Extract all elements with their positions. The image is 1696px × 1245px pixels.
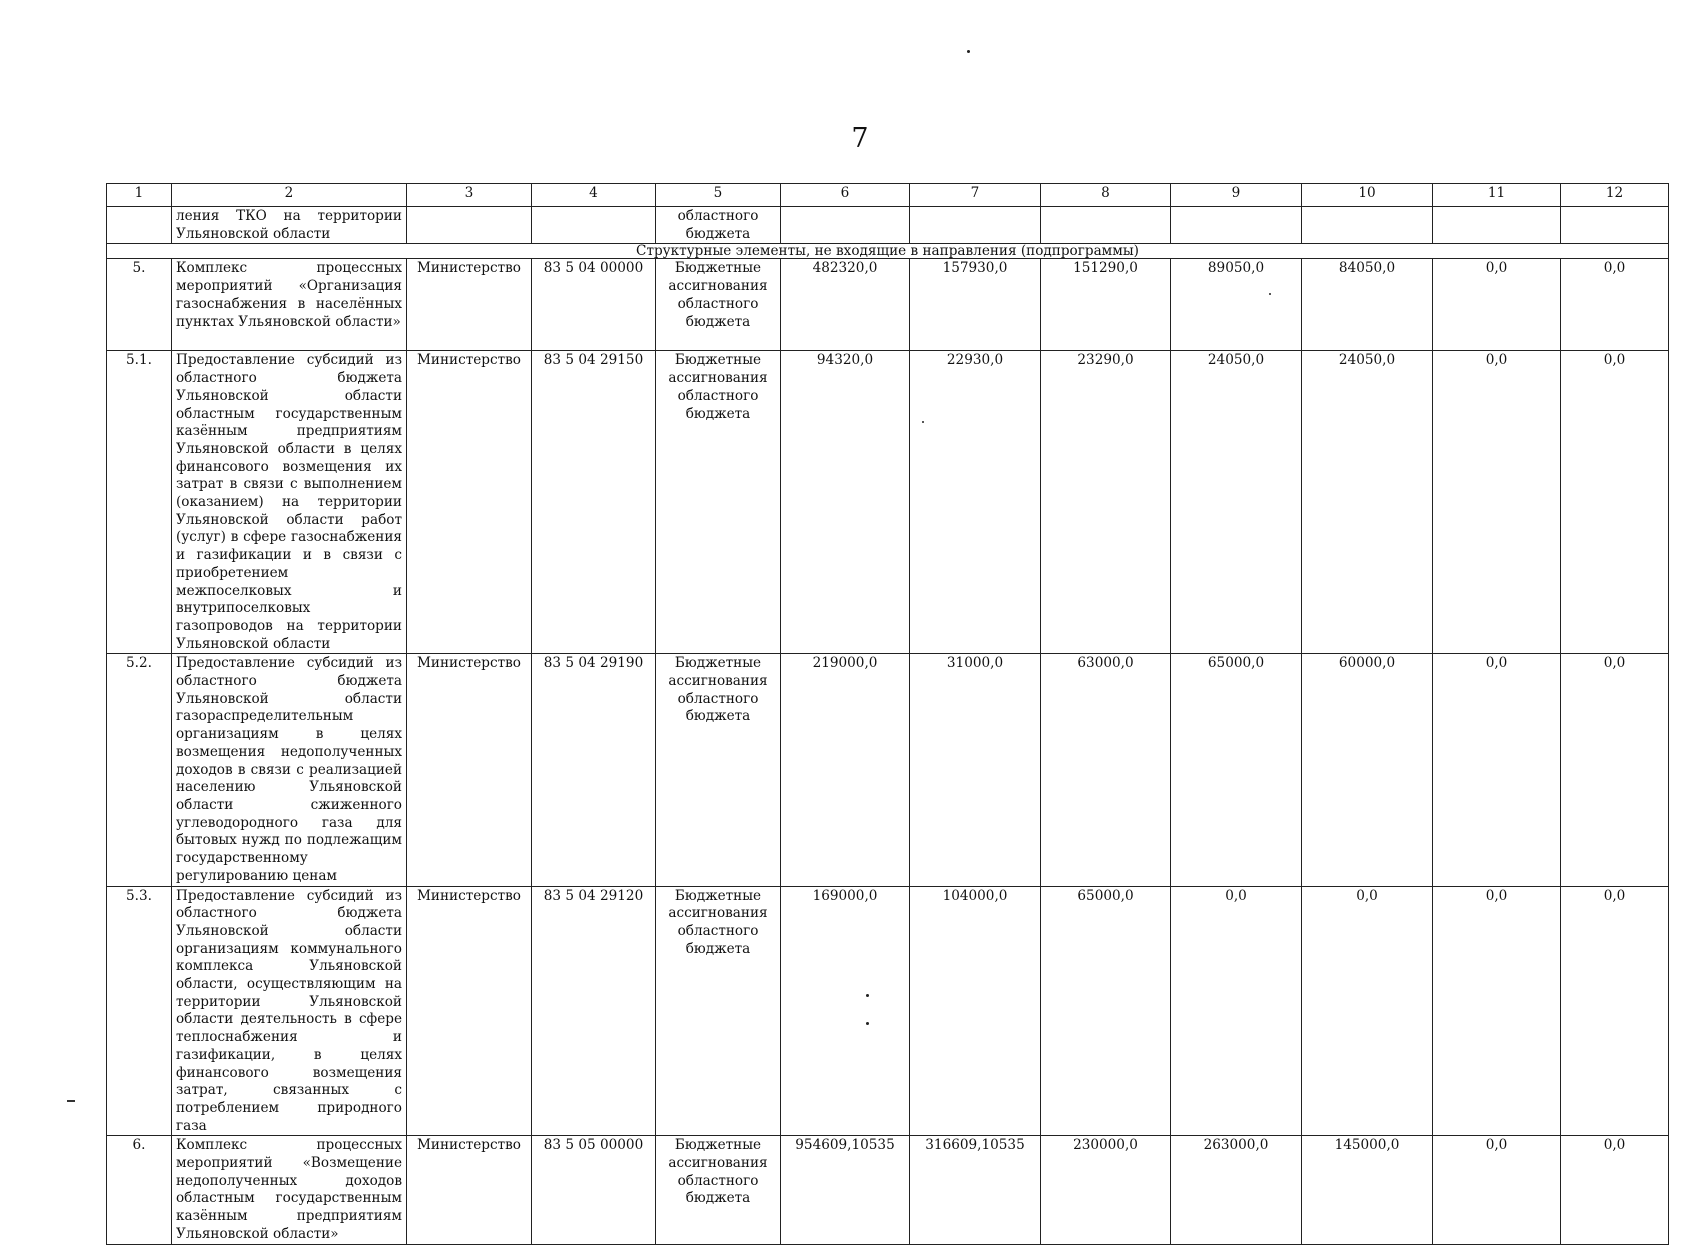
value-cell: 89050,0 (1171, 259, 1302, 351)
code-cell: 83 5 04 29120 (532, 886, 656, 1136)
header-cell: 5 (656, 184, 781, 207)
value-cell: 24050,0 (1302, 351, 1433, 654)
value-cell: 0,0 (1433, 886, 1561, 1136)
row-number-cell: 6. (107, 1136, 172, 1244)
value-cell (1433, 207, 1561, 244)
header-cell: 11 (1433, 184, 1561, 207)
section-title: Структурные элементы, не входящие в направления (подпрограммы) (107, 244, 1669, 259)
value-cell: 94320,0 (781, 351, 910, 654)
row-number-cell: 5.2. (107, 654, 172, 886)
value-cell: 65000,0 (1041, 886, 1171, 1136)
executor-cell: Министерство (407, 654, 532, 886)
executor-cell: Министерство (407, 886, 532, 1136)
executor-cell: Министерство (407, 259, 532, 351)
source-cell: Бюджетные ассигнования областного бюджета (656, 351, 781, 654)
source-cell: Бюджетные ассигнования областного бюджета (656, 886, 781, 1136)
value-cell (781, 207, 910, 244)
value-cell (1171, 207, 1302, 244)
value-cell: 24050,0 (1171, 351, 1302, 654)
header-cell: 3 (407, 184, 532, 207)
row-number-cell (107, 207, 172, 244)
value-cell (1302, 207, 1433, 244)
source-cell: Бюджетные ассигнования областного бюджета (656, 259, 781, 351)
value-cell: 219000,0 (781, 654, 910, 886)
description-cell: Предоставление субсидий из областного бюджета Ульяновской области организациям коммунального комплекса Ульяновской области, осуществляющим на территории Ульяновской области деятельность в сфере теплоснабжения и газификации, в целях финансового возмещения затрат, связанных с потреблением природного газа (172, 886, 407, 1136)
header-cell: 2 (172, 184, 407, 207)
value-cell: 0,0 (1561, 886, 1669, 1136)
header-cell: 7 (910, 184, 1041, 207)
header-cell: 10 (1302, 184, 1433, 207)
value-cell: 31000,0 (910, 654, 1041, 886)
code-cell: 83 5 04 00000 (532, 259, 656, 351)
value-cell: 0,0 (1433, 351, 1561, 654)
header-row (107, 184, 1669, 207)
value-cell: 263000,0 (1171, 1136, 1302, 1244)
row-number-cell: 5. (107, 259, 172, 351)
description-cell: Комплекс процессных мероприятий «Организация газоснабжения в населённых пунктах Ульяновской области» (172, 259, 407, 351)
value-cell: 954609,10535 (781, 1136, 910, 1244)
executor-cell (407, 207, 532, 244)
value-cell: 0,0 (1433, 259, 1561, 351)
code-cell: 83 5 04 29150 (532, 351, 656, 654)
description-cell: Предоставление субсидий из областного бюджета Ульяновской области областным государственным казённым предприятиям Ульяновской области в целях финансового возмещения их затрат в связи с выполнением (оказанием) на территории Ульяновской области работ (услуг) в сфере газоснабжения и газификации и в связи с приобретением межпоселковых и внутрипоселковых газопроводов на территории Ульяновской области (172, 351, 407, 654)
row-number-cell: 5.1. (107, 351, 172, 654)
value-cell: 0,0 (1561, 259, 1669, 351)
continuation-row (107, 207, 1669, 244)
table-row (107, 654, 1669, 886)
table-row (107, 886, 1669, 1136)
page-number: 7 (851, 123, 869, 154)
value-cell: 60000,0 (1302, 654, 1433, 886)
value-cell: 104000,0 (910, 886, 1041, 1136)
table-row (107, 1136, 1669, 1244)
value-cell: 22930,0 (910, 351, 1041, 654)
scan-speck (967, 50, 970, 53)
value-cell: 316609,10535 (910, 1136, 1041, 1244)
value-cell: 230000,0 (1041, 1136, 1171, 1244)
executor-cell: Министерство (407, 1136, 532, 1244)
value-cell: 157930,0 (910, 259, 1041, 351)
source-cell: Бюджетные ассигнования областного бюджета (656, 654, 781, 886)
value-cell: 151290,0 (1041, 259, 1171, 351)
value-cell (1041, 207, 1171, 244)
description-cell: Комплекс процессных мероприятий «Возмещение недополученных доходов областным государственным казённым предприятиям Ульяновской области» (172, 1136, 407, 1244)
source-cell: областного бюджета (656, 207, 781, 244)
header-cell: 6 (781, 184, 910, 207)
value-cell: 84050,0 (1302, 259, 1433, 351)
value-cell: 0,0 (1561, 1136, 1669, 1244)
section-row (107, 244, 1669, 259)
header-cell: 12 (1561, 184, 1669, 207)
value-cell: 23290,0 (1041, 351, 1171, 654)
row-number-cell: 5.3. (107, 886, 172, 1136)
value-cell: 0,0 (1171, 886, 1302, 1136)
value-cell: 0,0 (1302, 886, 1433, 1136)
value-cell: 482320,0 (781, 259, 910, 351)
scan-mark (67, 1100, 75, 1102)
value-cell: 63000,0 (1041, 654, 1171, 886)
header-cell: 9 (1171, 184, 1302, 207)
executor-cell: Министерство (407, 351, 532, 654)
code-cell: 83 5 04 29190 (532, 654, 656, 886)
value-cell (1561, 207, 1669, 244)
value-cell: 0,0 (1561, 654, 1669, 886)
description-cell: ления ТКО на территории Ульяновской области (172, 207, 407, 244)
value-cell: 65000,0 (1171, 654, 1302, 886)
value-cell: 145000,0 (1302, 1136, 1433, 1244)
header-cell: 4 (532, 184, 656, 207)
value-cell: 0,0 (1433, 654, 1561, 886)
description-cell: Предоставление субсидий из областного бюджета Ульяновской области газораспределительным организациям в целях возмещения недополученных доходов в связи с реализацией населению Ульяновской области сжиженного углеводородного газа для бытовых нужд по подлежащим государственному регулированию ценам (172, 654, 407, 886)
value-cell: 0,0 (1561, 351, 1669, 654)
header-cell: 8 (1041, 184, 1171, 207)
value-cell (910, 207, 1041, 244)
header-cell: 1 (107, 184, 172, 207)
table-row (107, 259, 1669, 351)
code-cell (532, 207, 656, 244)
source-cell: Бюджетные ассигнования областного бюджета (656, 1136, 781, 1244)
value-cell: 0,0 (1433, 1136, 1561, 1244)
budget-table (106, 183, 1669, 1245)
code-cell: 83 5 05 00000 (532, 1136, 656, 1244)
table-row (107, 351, 1669, 654)
value-cell: 169000,0 (781, 886, 910, 1136)
